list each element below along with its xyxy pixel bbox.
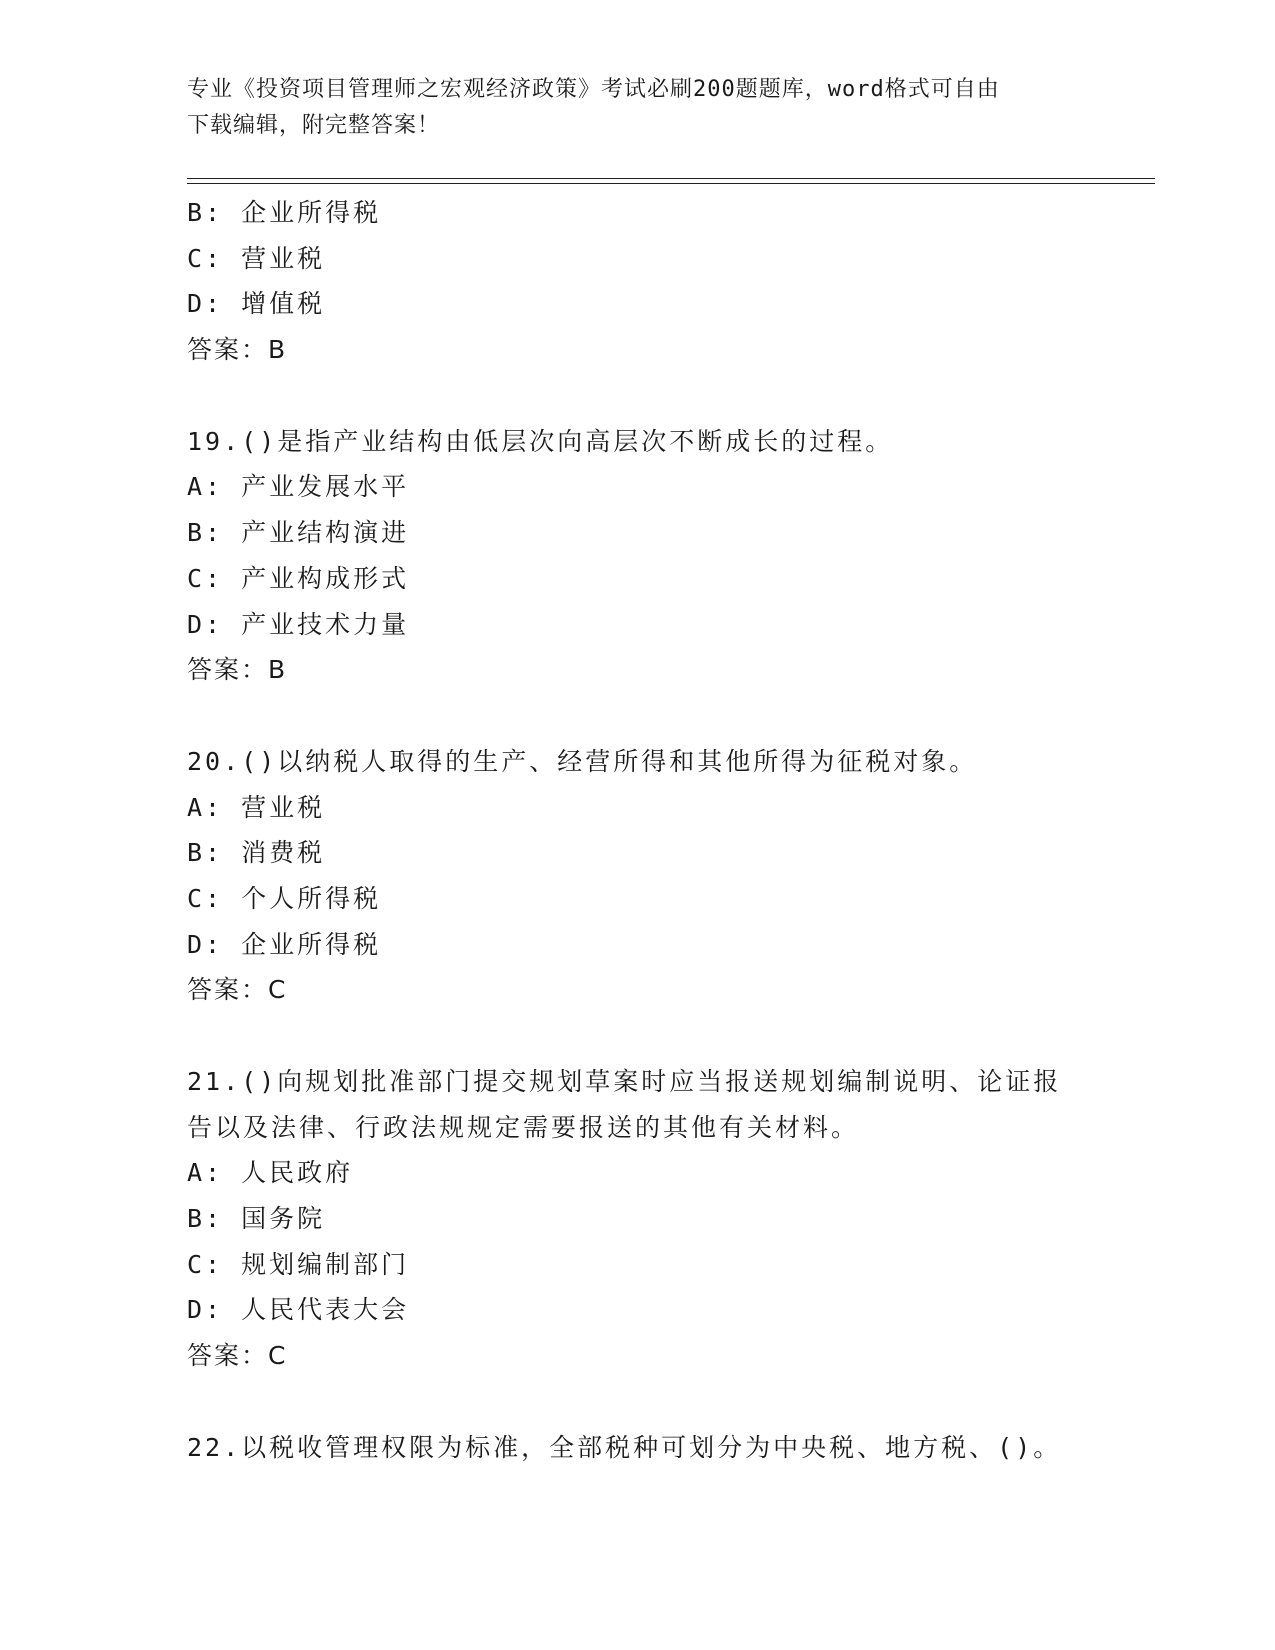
header-line-1: 专业《投资项目管理师之宏观经济政策》考试必刷200题题库，word格式可自由 <box>187 77 1000 102</box>
option-c: C: 规划编制部门 <box>187 1249 410 1279</box>
header-rule-top <box>187 178 1155 179</box>
option-a: A: 营业税 <box>187 792 326 822</box>
option-a: A: 产业发展水平 <box>187 472 410 502</box>
document-header <box>187 72 1067 144</box>
option-b: B: 产业结构演进 <box>187 518 410 548</box>
question-stem: 20.()以纳税人取得的生产、经营所得和其他所得为征税对象。 <box>187 746 978 776</box>
option-c: C: 营业税 <box>187 243 326 273</box>
question-stem-line-2: 告以及法律、行政法规规定需要报送的其他有关材料。 <box>187 1112 860 1142</box>
answer: 答案：C <box>187 1341 288 1371</box>
question-21 <box>187 1059 1087 1379</box>
question-20 <box>187 739 1087 1013</box>
prev-question-block <box>187 190 1087 373</box>
option-b: B: 企业所得税 <box>187 198 382 227</box>
question-stem-line-1: 21.()向规划批准部门提交规划草案时应当报送规划编制说明、论证报 <box>187 1067 1062 1096</box>
question-19 <box>187 419 1087 693</box>
option-b: B: 消费税 <box>187 838 326 868</box>
question-stem: 22.以税收管理权限为标准，全部税种可划分为中央税、地方税、()。 <box>187 1432 1062 1462</box>
option-d: D: 企业所得税 <box>187 929 382 959</box>
header-rule-bottom <box>187 183 1155 184</box>
question-content <box>187 190 1087 1471</box>
answer: 答案：B <box>187 335 288 365</box>
question-stem: 19.()是指产业结构由低层次向高层次不断成长的过程。 <box>187 426 894 456</box>
option-b: B: 国务院 <box>187 1204 326 1234</box>
option-d: D: 产业技术力量 <box>187 609 410 639</box>
option-a: A: 人民政府 <box>187 1158 354 1188</box>
option-d: D: 增值税 <box>187 289 326 319</box>
header-line-2: 下载编辑，附完整答案！ <box>187 113 441 138</box>
answer: 答案：B <box>187 655 288 685</box>
option-c: C: 个人所得税 <box>187 883 382 913</box>
option-d: D: 人民代表大会 <box>187 1295 410 1325</box>
option-c: C: 产业构成形式 <box>187 563 410 593</box>
question-22 <box>187 1425 1087 1471</box>
answer: 答案：C <box>187 975 288 1005</box>
